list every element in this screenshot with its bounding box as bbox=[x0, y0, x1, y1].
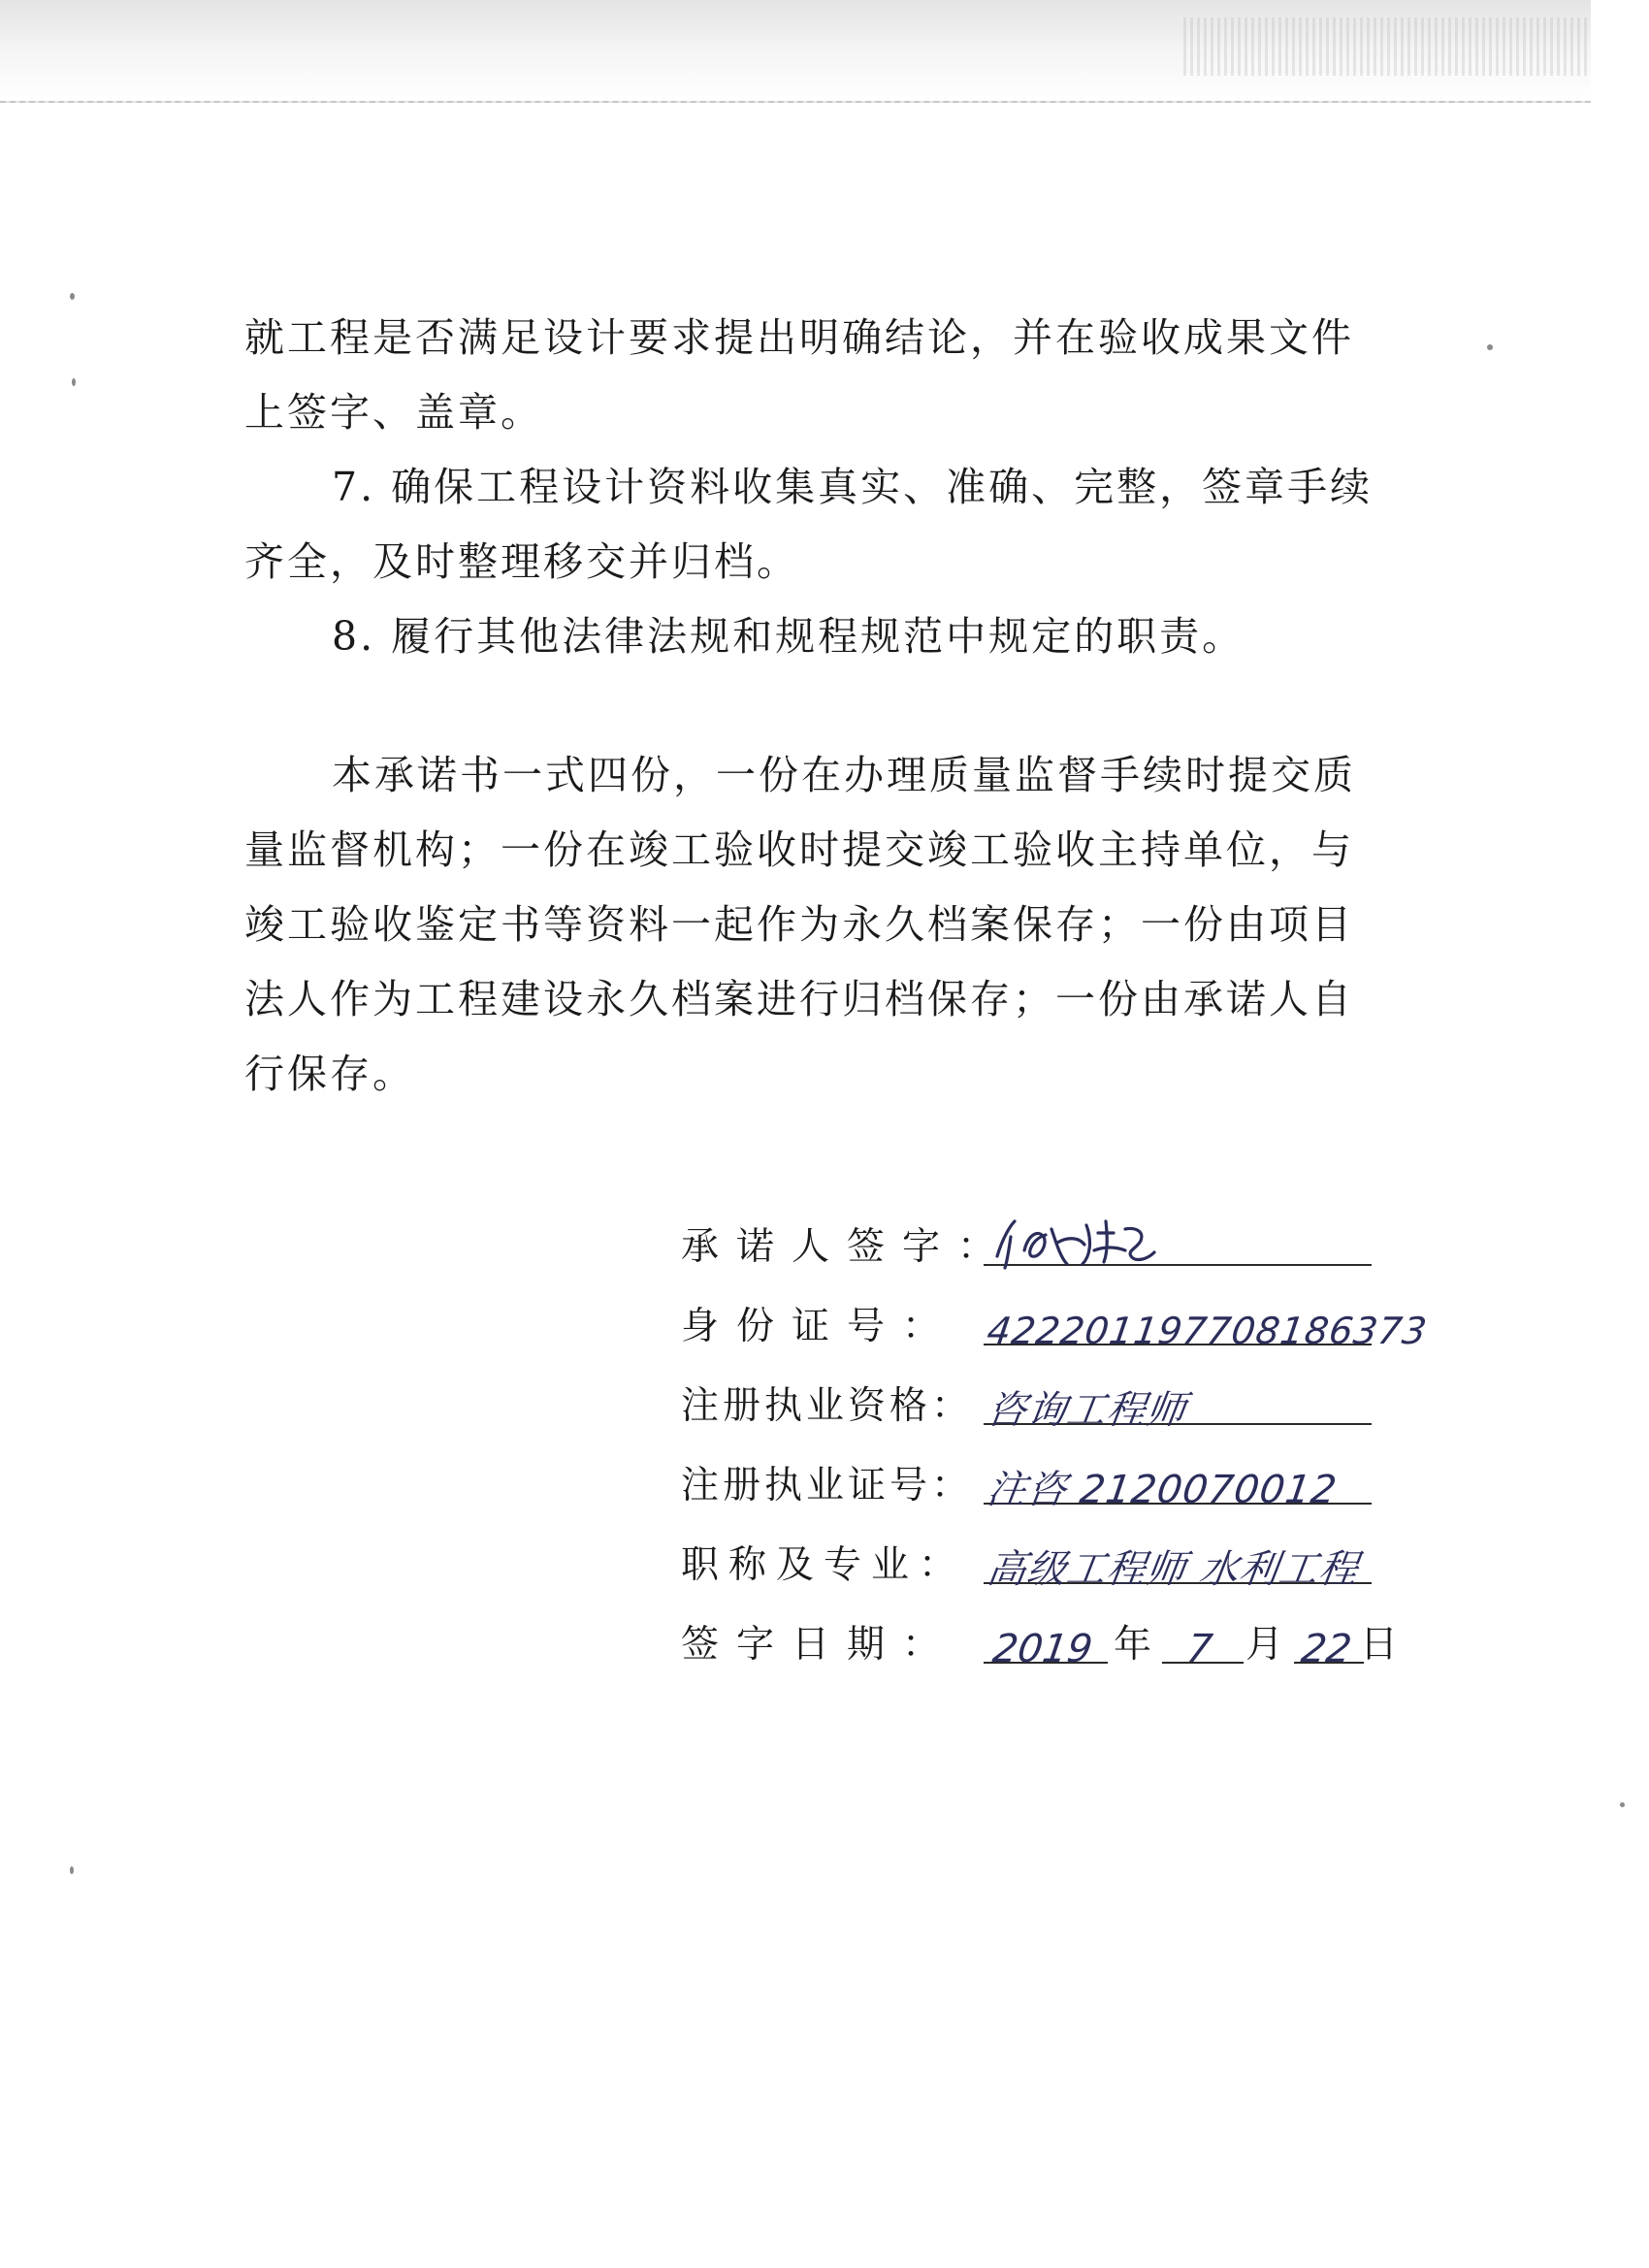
id-label: 身份证号： bbox=[681, 1305, 958, 1348]
body-line: 齐全，及时整理移交并归档。 bbox=[244, 538, 799, 585]
signature-block bbox=[681, 1208, 1476, 1685]
id-row bbox=[681, 1287, 1476, 1367]
date-label: 签字日期： bbox=[681, 1623, 958, 1667]
signature-label: 承诺人签字： bbox=[681, 1225, 1014, 1269]
closing-line: 竣工验收鉴定书等资料一起作为永久档案保存；一份由项目 bbox=[244, 901, 1354, 948]
date-month: 7 bbox=[1183, 1627, 1215, 1671]
scan-noise bbox=[1183, 17, 1591, 76]
closing-line: 法人作为工程建设永久档案进行归档保存；一份由承诺人自 bbox=[244, 976, 1354, 1022]
document-body bbox=[244, 301, 1374, 1112]
certificate-label: 注册执业证号： bbox=[681, 1464, 974, 1507]
title-label: 职称及专业： bbox=[681, 1543, 967, 1587]
closing-line: 本承诺书一式四份，一份在办理质量监督手续时提交质 bbox=[332, 752, 1356, 798]
scan-speck bbox=[72, 378, 76, 386]
day-unit: 日 bbox=[1360, 1623, 1399, 1667]
signature-row bbox=[681, 1208, 1476, 1287]
title-row bbox=[681, 1526, 1476, 1605]
title-value: 高级工程师 水利工程 bbox=[984, 1547, 1362, 1592]
handwritten-signature bbox=[989, 1208, 1212, 1276]
certificate-row bbox=[681, 1446, 1476, 1526]
scan-speck bbox=[70, 1866, 74, 1874]
closing-line: 量监督机构；一份在竣工验收时提交竣工验收主持单位，与 bbox=[244, 826, 1354, 873]
body-line: 就工程是否满足设计要求提出明确结论，并在验收成果文件 bbox=[244, 314, 1354, 361]
id-value: 422201197708186373 bbox=[984, 1310, 1431, 1352]
date-day: 22 bbox=[1298, 1627, 1355, 1671]
scan-speck bbox=[1487, 344, 1493, 350]
body-line: 8. 履行其他法律法规和规程规范中规定的职责。 bbox=[332, 613, 1245, 660]
certificate-value: 注咨 2120070012 bbox=[984, 1468, 1341, 1512]
year-unit: 年 bbox=[1114, 1623, 1152, 1667]
paragraph-gap bbox=[244, 674, 1374, 738]
body-line: 7. 确保工程设计资料收集真实、准确、完整，签章手续 bbox=[332, 464, 1374, 510]
date-year: 2019 bbox=[989, 1627, 1096, 1671]
closing-line: 行保存。 bbox=[244, 1051, 415, 1097]
qualification-row bbox=[681, 1367, 1476, 1446]
qualification-label: 注册执业资格： bbox=[681, 1384, 974, 1428]
scan-speck bbox=[70, 293, 75, 300]
month-unit: 月 bbox=[1245, 1623, 1284, 1667]
scan-speck bbox=[1620, 1802, 1625, 1807]
qualification-value: 咨询工程师 bbox=[984, 1388, 1190, 1433]
body-line: 上签字、盖章。 bbox=[244, 389, 543, 436]
date-row bbox=[681, 1605, 1476, 1685]
